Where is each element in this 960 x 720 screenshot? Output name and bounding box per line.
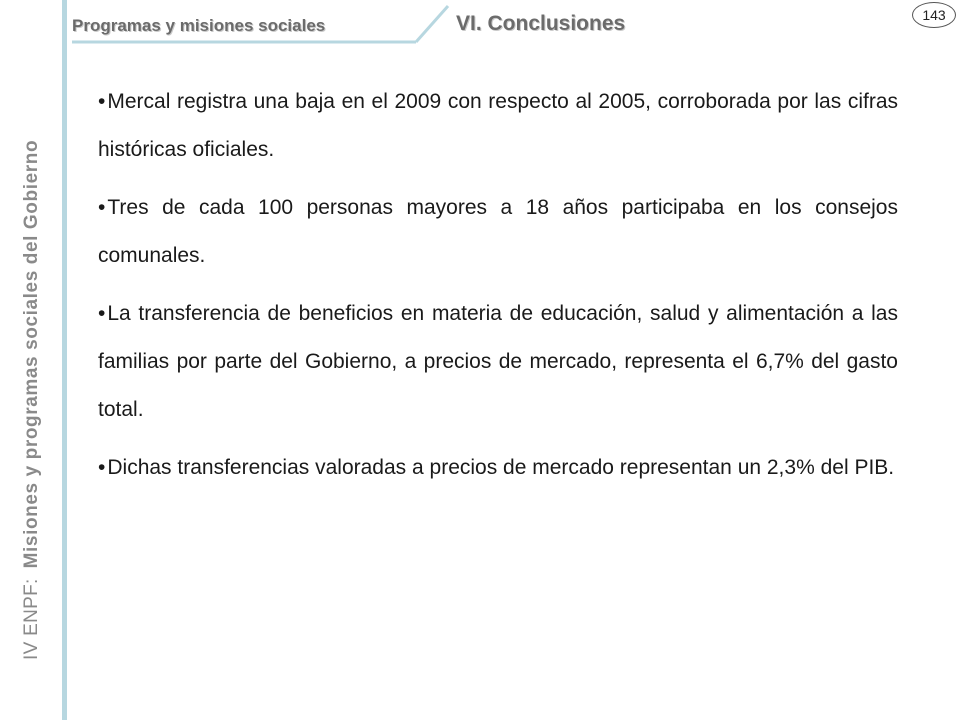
section-title: Programas y misiones sociales — [72, 16, 326, 35]
bullet-text: La transferencia de beneficios en materia de educación, salud y alimentación a las familias por parte del Gobierno, a precios de mercado, representa el 6,7% del gasto total. — [98, 302, 898, 421]
bullet-text: Dichas transferencias valoradas a precios de mercado representan un 2,3% del PIB. — [107, 456, 895, 479]
vertical-side-title — [14, 60, 50, 660]
slide-content — [98, 78, 898, 502]
page-number-badge: 143 — [912, 2, 956, 28]
bullet-text: Tres de cada 100 personas mayores a 18 años participaba en los consejos comunales. — [98, 196, 898, 267]
bullet-item: •Mercal registra una baja en el 2009 con respecto al 2005, corroborada por las cifras históricas oficiales. — [98, 90, 898, 161]
side-title-lead: IV ENPF: — [21, 578, 42, 660]
side-title-text: Misiones y programas sociales del Gobierno — [21, 139, 42, 569]
bullet-item: •La transferencia de beneficios en materia de educación, salud y alimentación a las familias por parte del Gobierno, a precios de mercado, representa el 6,7% del gasto total. — [98, 302, 898, 421]
bullet-item: •Dichas transferencias valoradas a precios de mercado representan un 2,3% del PIB. — [98, 456, 895, 479]
slide-header — [64, 0, 960, 48]
bullet-item: •Tres de cada 100 personas mayores a 18 años participaba en los consejos comunales. — [98, 196, 898, 267]
left-accent-bar — [62, 0, 67, 720]
subsection-title: VI. Conclusiones — [456, 12, 626, 35]
bullet-text: Mercal registra una baja en el 2009 con respecto al 2005, corroborada por las cifras históricas oficiales. — [98, 90, 898, 161]
